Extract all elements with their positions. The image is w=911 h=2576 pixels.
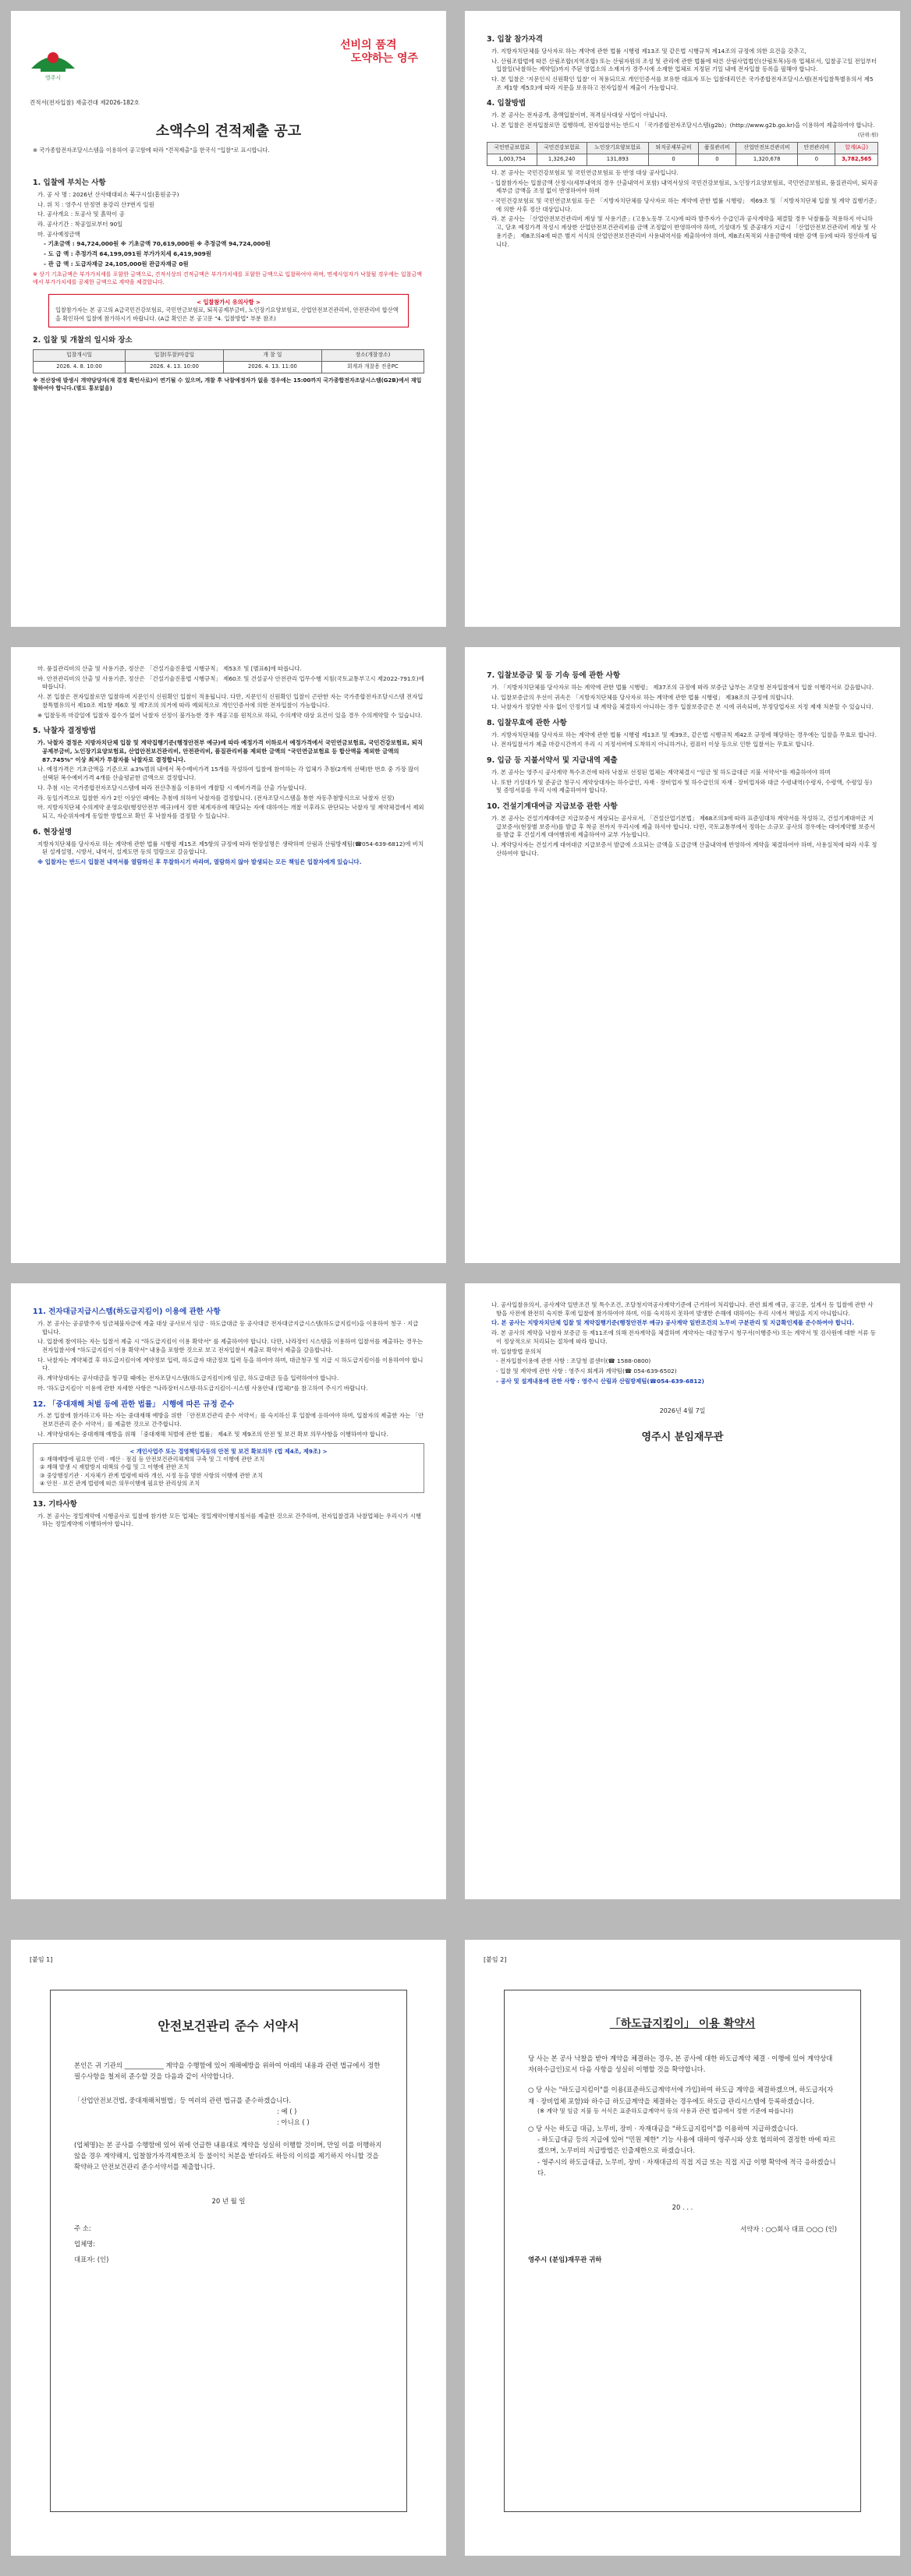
schedule-table: [33, 349, 424, 373]
form-paragraph: 「산업안전보건법, 중대재해처벌법」등 여러의 관련 법규를 준수하겠습니다.: [74, 2096, 292, 2104]
table-cell: 1,003,754: [487, 154, 537, 165]
table-cell: 1,326,240: [537, 154, 587, 165]
table-row: [34, 361, 424, 373]
table-cell: 0: [798, 154, 835, 165]
table-header: 노인장기요양보험료: [587, 143, 649, 154]
section-4-item: 라. 본 공사는 「산업안전보건관리비 계상 및 사용기준」(고용노동부 고시)에 따라 발주자가 수급인과 공사계약을 체결할 경우 낙찰률을 적용하지 아니하고, 당초 예정가격 작성시 계상한 산업안전보건관리비를 금액 조정없이 반영하여야 하며, 기성대가 및 준공대가 지급시 「산업안전보건관리비 계상 및 사용기준」 제8조의4에 따른 별지 서식의 산업안전보건관리비 사용내역서를 제출하여야 하며, 제8조(목적외 사용금액에 대한 감액 등)에 따라 정산하게 됩니다.: [491, 215, 877, 248]
form-paragraph: 당 사는 본 공사 낙찰을 받아 계약을 체결하는 경우, 본 공사에 대한 하도급계약 체결 · 이행에 있어 계약상대자(하수급인)로서 다음 사항을 성실히 이행할 것을 확약합니다.: [528, 2054, 833, 2074]
section-5-title: 5. 낙찰자 결정방법: [33, 727, 97, 736]
obligation-item: ④ 안전 · 보건 관계 법령에 따른 의무이행에 필요한 관리상의 조치: [40, 1480, 200, 1488]
table-cell: 회계과 개찰용 전용PC: [321, 361, 424, 373]
table-header: 입찰(투찰)마감일: [126, 350, 224, 362]
page-8: [465, 1940, 900, 2556]
pledge-item: ○ 당 사는 하도급 대금, 노무비, 장비 · 자재대금을 "하도급지킴이"를 이용하여 지급하겠습니다.: [528, 2124, 799, 2132]
table-cell: 1,320,678: [736, 154, 798, 165]
announcement-date: 2026년 4월 7일: [659, 1407, 706, 1414]
section-11-title: 11. 전자대금지급시스템(하도급지킴이) 이용에 관한 사항: [33, 1307, 221, 1316]
table-cell: 0: [649, 154, 699, 165]
city-slogan: 선비의 품격 도약하는 영주: [339, 39, 418, 65]
paragraph: 다. 본 공사는 지방자치단체 입찰 및 계약집행기준(행정안전부 예규) 공사계약 일반조건의 노무비 구분관리 및 지급확인제를 준수하여야 합니다.: [491, 1319, 855, 1327]
section-11-item: 나. 입찰에 참여하는 자는 입찰서 제출 시 "하도급지킴이 이용 확약서" 를 제출하여야 합니다. 다만, 나라장터 시스템을 이용하여 입찰서를 제출하는 경우는 전자입찰서에 "하도급지킴이 이용 확약서" 내용을 포함한 것으로 보고 전자입찰서 제출로 확약서 제출을 갈음합니다.: [37, 1338, 423, 1353]
section-3-item: 나. 산림조합법에 따른 산림조합(지역조합) 또는 산림자원의 조성 및 관리에 관한 법률에 따른 산림사업법인(산림토목)등록 업체로서, 입찰공고일 전일부터 입찰일(낙찰하는 계약일)까지 주된 영업소의 소재지가 경주시에 소재한 업체로 지정된 기일 내에 전자입찰 등록을 필해야 합니다.: [491, 57, 877, 73]
section-1-item: 나. 위 치 : 영주시 안정면 용강리 산7번지 일원: [37, 200, 154, 208]
section-7-item: 다. 낙찰자가 정당한 사유 없이 인정기일 내 계약을 체결하지 아니하는 경우 입찰보증금은 본 시에 귀속되며, 부정당업자로 지정 제재 처분할 수 있습니다.: [491, 703, 874, 711]
section-4-title: 4. 입찰방법: [487, 99, 526, 108]
svg-text:영주시: 영주시: [44, 75, 62, 81]
no-option[interactable]: : 아니요 ( ): [277, 2118, 310, 2127]
table-cell: 131,893: [587, 154, 649, 165]
table-header: 장소(개찰장소): [321, 350, 424, 362]
section-1-title: 1. 입찰에 부치는 사항: [33, 179, 106, 187]
section-10-title: 10. 건설기계대여금 지급보증 관한 사항: [487, 802, 618, 812]
vat-warning: ※ 상기 기초금액은 부가가치세를 포함한 금액으로, 견적서상의 견적금액은 부가가치세를 포함한 금액으로 입찰하여야 하며, 면세사업자가 낙찰될 경우에는 입찰금액에서 부가가치세를 공제한 금액으로 계약을 체결합니다.: [33, 271, 422, 285]
section-11-item: 마. '하도급지킴이' 이용에 관한 자세한 사항은 "나라장터시스템-하도급지킴이-시스템 사용안내 (업체)"를 참고하여 주시기 바랍니다.: [37, 1384, 368, 1392]
section-12-item: 가. 본 입찰에 참가하고자 하는 자는 중대재해 예방을 위한 「안전보건관리 준수 서약서」를 숙지하신 후 입찰에 응하여야 하며, 입찰자의 제출한 자는 「안전보건관리 준수 서약서」를 제출한 것으로 간주합니다.: [37, 1412, 424, 1428]
contact-line: - 공사 및 설계내용에 관한 사항 : 영주시 산림과 산림방제팀(☎054-639-6812): [496, 1377, 704, 1385]
section-7-item: 가. 「지방자치단체를 당사자로 하는 계약에 관한 법률 시행령」 제37조의 규정에 따라 보증금 납부는 조달청 전자입찰에서 입찰 이행각서로 갈음합니다.: [491, 683, 874, 691]
signature-line: 서약자 : ○○회사 대표 ○○○ (인): [740, 2225, 837, 2234]
form-title: 안전보건관리 준수 서약서: [158, 2019, 300, 2033]
ceo-field: 대표자: (인): [74, 2256, 109, 2264]
obligation-box-title: < 개인사업주 또는 경영책임자등의 안전 및 보건 확보의무 (법 제4조, 제9조) >: [129, 1447, 328, 1455]
page-title: 소액수의 견적제출 공고: [155, 123, 302, 140]
section-4-item: 다. 본 공사는 국민건강보험료 및 국민연금보험료 등 반영 대상 공사입니다.: [491, 168, 679, 176]
table-header: 산업안전보건관리비: [736, 143, 798, 154]
issuing-authority: 영주시 분임재무관: [641, 1431, 724, 1444]
obligation-item: ③ 중앙행정기관 · 지자체가 관계 법령에 따라 개선, 시정 등을 명한 사항의 이행에 관한 조치: [40, 1471, 264, 1479]
company-field: 업체명:: [74, 2240, 96, 2248]
section-4-item: - 국민건강보험료 및 국민연금보험료 등은 「지방자치단체를 당사자로 하는 계약에 관한 법률 시행령」 제69조 및 「지방자치단체 입찰 및 계약 집행기준」에 의한 사후 정산 대상입니다.: [491, 196, 877, 213]
section-8-title: 8. 입찰무효에 관한 사항: [487, 718, 567, 727]
unit-label: (단위:원): [857, 131, 878, 138]
paragraph: 나. 공사입찰유의서, 공사계약 일반조건 및 특수조건, 조달청지역공사계약기준에 근거하여 처리합니다. 관련 회계 예규, 공고문, 설계서 등 입찰에 관한 사항을 사전에 완전히 숙지한 후에 입찰에 참가하여야 하며, 이를 숙지하지 못하여 발생한 손해에 대하여는 우리 시에서 책임을 지지 아니합니다.: [491, 1301, 874, 1317]
obligation-item: ① 재해예방에 필요한 인력 · 예산 · 점검 등 안전보건관리체계의 구축 및 그 이행에 관한 조치: [40, 1456, 265, 1463]
notice-box-text: 입찰참가자는 본 공고의 A급국민건강보험료, 국민연금보험료, 퇴직공제부금비, 노인장기요양보험료, 산업안전보건관리비, 안전관리비 합산액을 확인하여 입찰에 참가하시기 바랍니다. (A급 확인은 본 공고문 "4. 입찰방법" 부분 참조): [55, 306, 399, 322]
section-5-item: 라. 동일가격으로 입찰한 자가 2인 이상인 때에는 추첨에 의하여 낙찰자를 결정합니다. (전자조달시스템을 통한 자동추첨방식으로 낙찰자 선정): [37, 794, 395, 801]
section-5-item: 마. 지방자치단체 수의계약 운영요령(행정안전부 예규)에서 정한 체계자유에 해당되는 자에 대하여는 개찰 이후라도 판단되는 낙찰자 및 계약체결에서 제외되고, 자순위자에게 동일한 방법으로 확인 후 낙찰자를 결정할 수 있습니다.: [37, 804, 424, 820]
table-header: 퇴직공제부금비: [649, 143, 699, 154]
contact-line: - 전자입찰이용에 관한 사항 : 조달청 콜센터(☎ 1588-0800): [496, 1357, 651, 1365]
form-paragraph: (업체명)는 본 공사를 수행함에 있어 위에 언급한 내용대로 계약을 성실히 이행할 것이며, 만일 이를 이행하지 않을 경우 계약해지, 입찰참가자격제한조치 등 불이익 처분을 받더라도 하등의 이의를 제기하지 아니할 것을 확약하고 안전보건관리 준수서약서를 제출합니다.: [74, 2140, 382, 2171]
page-3: [11, 647, 446, 1263]
intro-note: ※ 국가종합전자조달시스템을 이용하여 공고함에 따라 "견적제출"을 한국식 "입찰"로 표시합니다.: [33, 147, 270, 154]
paragraph: 사. 본 입찰은 전자입찰로만 입찰하며 지문인식 신원확인 입찰이 적용됩니다. 다만, 지문인식 신원확인 입찰이 곤란한 자는 국가종합전자조달시스템 전자입찰특별유의서 제10조 제1항 제6호 및 제7조의 의거에 따라 예외적으로 개인인증서에 의한 전자입찰이 가능합니다.: [37, 693, 424, 709]
section-13-item: 가. 본 공사는 정밀계약에 시행공사로 입찰에 참가한 모든 업체는 정밀계약이행지침서를 제출한 것으로 간주하며, 전자입찰결과 낙찰업체는 우리시가 시행하는 정밀계약에 이행하여야 합니다.: [37, 1512, 422, 1528]
section-4-item: 가. 본 공사는 전자공개, 총액입찰이며, 적격심사대상 사업이 아닙니다.: [491, 111, 668, 119]
table-cell: 2026. 4. 13. 11:00: [223, 361, 321, 373]
page-6: [465, 1283, 900, 1899]
section-11-item: 라. 계약상대자는 공사대금을 청구할 때에는 전자조달시스템(하도급지킴이)에 임금, 하도급대금 등을 입력하여야 합니다.: [37, 1375, 339, 1382]
table-header: 개 찰 일: [223, 350, 321, 362]
section-6-text: 지방자치단체를 당사자로 하는 계약에 관한 법률 시행령 제15조 제5항의 규정에 따라 현장설명은 생략하며 산림과 산림방제팀(☎054-639-6812)에 비치된 설계설명, 시방서, 내역서, 설계도면 등의 열람으로 갈음합니다.: [37, 840, 424, 856]
table-header: 안전관리비: [798, 143, 835, 154]
table-cell: 2026. 4. 13. 10:00: [126, 361, 224, 373]
section-8-item: 나. 전자입찰서가 제출 마감시간까지 우리 시 지정서버에 도착하지 아니하거나, 컴퓨터 이상 등으로 인한 입찰서는 무효로 합니다.: [491, 741, 814, 748]
paragraph: 라. 본 공사의 계약을 낙찰자 보증금 등 제11조에 의해 전자계약을 체결하며 계약자는 대금청구시 청구서(이행증서) 또는 계약서 및 검사원에 대한 서류 등이 정상적으로 처리되는 절차에 따라 합니다.: [491, 1329, 876, 1345]
yes-option[interactable]: : 예 ( ): [277, 2107, 297, 2116]
recipient-line: 영주시 (분임)재무관 귀하: [528, 2255, 602, 2263]
section-3-title: 3. 입찰 참가자격: [487, 35, 543, 44]
safety-pledge-form: [50, 1990, 407, 2512]
schedule-note: ※ 전산장애 발생시 개약담당자(재 결정 확인사로)이 연기될 수 있으며, 개찰 후 낙찰예정자가 없을 경우에는 15:00까지 국가종합전자조달시스템(G2B)에서 재입찰하여야 합니다.(별도 통보없음): [33, 377, 422, 391]
yeongju-logo-icon: [30, 42, 76, 83]
page-5: [11, 1283, 446, 1899]
section-10-item: 가. 본 공사는 건설기계대여금 지급보증서 계상되는 공사로서, 「건설산업기본법」 제68조의3에 따라 표준임대차 계약서를 작성하고, 건설기계대여금 지급보증서(현장별 보증서)를 발급 후 착공 전까지 우리시에 제출 하셔야 합니다. 다만, 국토교통부에서 정하는 소규모 공사의 경우에는 대여계약별 보증서를 발급 후 건설기계 대여행위에 제출하여야 교부 가능합니다.: [491, 814, 875, 839]
paragraph: ※ 입찰등록 마감일에 입찰자 접수가 없어 낙찰자 선정이 불가능한 경우 재공고를 원칙으로 하되, 수의계약 대상 요건이 있을 경우 수의계약할 수 있습니다.: [37, 711, 423, 719]
section-7-title: 7. 입찰보증금 및 등 기속 등에 관한 사항: [487, 671, 621, 680]
table-header: 국민연금보험료: [487, 143, 537, 154]
amount-row: - 기초금액 : 94,724,000원 ※ 기초금액 70,619,000원 ※ 추정금액 94,724,000원: [44, 240, 271, 248]
section-7-item: 나. 입찰보증금의 우선이 귀속은 「지방자치단체를 당사자로 하는 계약에 관한 법률 시행령」 제38조의 규정에 의합니다.: [491, 693, 794, 701]
page-4: [465, 647, 900, 1263]
section-9-item: 가. 본 공사는 영주시 공사계약 특수조건에 따라 낙찰로 선정된 업체는 계약체결시 "임금 및 하도급대금 지불 서약서"를 제출하여야 하며: [491, 768, 831, 776]
section-1-item: 마. 공사예정금액: [37, 230, 80, 238]
document-number: 견적서(전자입찰) 재출견대 제2026-182호: [30, 99, 140, 106]
page-2: [465, 11, 900, 627]
section-5-item: 다. 추첨 시는 국가종합전자조달시스템에 따라 전산추첨을 이용하여 개찰할 시 예비가격을 산출 가능합니다.: [37, 784, 307, 791]
paragraph: 마. 품질관리비의 산출 및 사용기준, 정산은 「건설기술진흥법 시행규칙」 제53조 및 [별표6]에 따릅니다.: [37, 665, 302, 672]
insurance-table: [487, 142, 878, 166]
section-3-item: 가. 지방자치단체를 당사자로 하는 계약에 관한 법률 시행령 제13조 및 같은법 시행규칙 제14조의 규정에 의한 요건을 갖추고,: [491, 47, 806, 55]
table-cell: 3,782,565: [835, 154, 878, 165]
section-6-warning: ※ 입찰자는 반드시 입찰전 내역서를 열람하신 후 투찰하시기 바라며, 열람하지 않아 발생되는 모든 책임은 입찰자에게 있습니다.: [37, 858, 362, 866]
table-cell: 0: [698, 154, 736, 165]
amount-row: - 관 급 액 : 도급자재금 24,105,000원 관급자재금 0원: [44, 260, 189, 267]
form-title: 「하도급지킴이」 이용 확약서: [609, 2018, 756, 2030]
section-4-item: 나. 본 입찰은 전자입찰로만 집행하며, 전자입찰서는 반드시 「국가종합전자조달시스템(g2b)」(http://www.g2b.go.kr)을 이용하여 제출하여야 합니다.: [491, 121, 875, 129]
table-header: 합계(A급): [835, 143, 878, 154]
subcontract-pledge-form: [504, 1990, 861, 2512]
table-header: 품질관리비: [698, 143, 736, 154]
attachment-tag: [붙임 1]: [30, 1956, 53, 1963]
obligation-item: ② 재해 발생 시 재발방지 대책의 수립 및 그 이행에 관한 조치: [40, 1463, 190, 1471]
address-field: 주 소:: [74, 2224, 91, 2232]
section-11-item: 다. 낙찰자는 계약체결 후 하도급지킴이에 계약정보 입력, 하도급자 대금정보 입력 등을 하여야 하며, 대금청구 및 지급 시 하도급지킴이를 이용하여야 합니다.: [37, 1356, 424, 1372]
paragraph: 마. 입찰방법 문의처: [491, 1347, 542, 1355]
date-line: 20 . . .: [672, 2203, 693, 2212]
section-3-item: 다. 본 입찰은 '지문인식 신원확인 입찰' 이 적용되므로 개인인증서를 보유한 대표자 또는 입찰대리인은 국가종합전자조달시스템(전자입찰특별유의서 제5조 제1항 제5호)에 따라 지문을 보유하고 전자입찰서 제출이 가능합니다.: [491, 75, 874, 91]
pledge-item: (※ 계약 및 임금 지불 등 서식은 표준하도급계약서 등의 사용과 관련 법규에서 정한 기준에 따릅니다): [537, 2107, 794, 2114]
section-1-item: 라. 공사기간 : 착공일로부터 90일: [37, 220, 123, 228]
notice-box: [48, 294, 409, 327]
section-1-item: 다. 공사개요 : 토공사 및 흙막이 공: [37, 211, 125, 218]
table-cell: 2026. 4. 8. 10:00: [34, 361, 126, 373]
section-11-item: 가. 본 공사는 공공발주자 임금체불자금에 계출 대상 공사로서 임금 · 하도급대금 등 공사대금 전자대금지급시스템(하도급지킴이)을 이용하여 청구 · 지급 합니다.: [37, 1319, 419, 1336]
contact-line: - 입찰 및 계약에 관한 사항 : 영주시 회계과 계약팀(☎ 054-639-6502): [496, 1368, 677, 1375]
pledge-item: - 하도급대금 등의 지급에 있어 "민원 제한" 기능 사용에 대하여 영주시와 상호 협의하여 결정한 바에 따르겠으며, 노무비의 지급방법은 인출제한으로 하겠습니다.: [537, 2135, 836, 2155]
section-6-title: 6. 현장설명: [33, 827, 73, 837]
table-header: 국민건강보험료: [537, 143, 587, 154]
table-row: [487, 154, 878, 165]
page-7: [11, 1940, 446, 2556]
obligation-box: [33, 1443, 424, 1493]
section-5-item: 가. 낙찰자 결정은 지방자치단체 입찰 및 계약집행기준(행정안전부 예규)에 따라 예정가격 이하로서 예정가격에서 국민연금보험료, 국민건강보험료, 퇴직공제부금비, 노인장기요양보험료, 산업안전보건관리비, 안전관리비, 품질관리비를 제외한 금액의 "국민연금보험료 등 합산액을 제외한 금액의 87.745%" 이상 최저가 투찰자를 낙찰자로 결정합니다.: [37, 739, 423, 763]
paragraph: 바. 안전관리비의 산출 및 사용기준, 정산은 「건설기술진흥법 시행규칙」 제60조 및 건설공사 안전관리 업무수행 지침(국토교통부고시 제2022-791호)에 따릅니다.: [37, 674, 424, 691]
section-13-title: 13. 기타사항: [33, 1499, 77, 1509]
pledge-item: - 영주시의 하도급대금, 노무비, 장비 · 자재대금의 직접 지급 또는 직접 지급 이행 확약에 적극 응하겠습니다.: [537, 2157, 836, 2177]
attachment-tag: [붙임 2]: [484, 1956, 507, 1963]
table-header: 입찰개시일: [34, 350, 126, 362]
date-line: 20 년 월 일: [211, 2197, 246, 2206]
pledge-item: ○ 당 사는 "하도급지킴이"를 이용(표준하도급계약서에 가입)하여 하도급 계약을 체결하겠으며, 하도급자(자재 · 장비업체 포함)와 하수급 하도급계약을 체결하는 경우에도 하도급 관리시스템에 등록하겠습니다.: [528, 2086, 834, 2105]
section-9-item: 나. 또한 기성대가 및 준공금 청구시 계약상대자는 하수급인, 자재 · 장비업자 및 하수급인의 자재 · 장비업자와 대금 수령내역(수령자, 수령액, 수령일 등) 및 증빙서류를 우리 시에 제출하여야 합니다.: [491, 778, 873, 794]
section-4-item: - 입찰참가자는 입찰금액 산정시(세부내역의 경우 산출내역서 포함) 내역서상의 국민건강보험료, 노인장기요양보험료, 국민연금보험료, 품질관리비, 퇴직공제부금 금액을 조정 없이 반영하여야 하며: [491, 179, 878, 195]
section-9-title: 9. 입금 등 지불서약서 및 지급내역 제출: [487, 756, 618, 766]
section-1-item: 가. 공 사 명 : 2026년 산사태대피소 북구시설(흠원공구): [37, 190, 179, 198]
form-paragraph: 본인은 귀 기관의 ____________ 계약을 수행함에 있어 재해예방을 위하여 아래의 내용과 관련 법규에서 정한 필수사항을 철저히 준수할 것을 다음과 같이 서약합니다.: [74, 2061, 381, 2081]
amount-row: - 도 급 액 : 추정가격 64,199,091원 부가가치세 6,419,909원: [44, 250, 211, 258]
section-12-item: 나. 계약상대자는 중대재해 예방을 위해 「중대재해 처벌에 관한 법률」 제4조 및 제9조의 안전 및 보건 확보 의무사항을 이행하여야 합니다.: [37, 1430, 388, 1438]
section-8-item: 가. 지방자치단체를 당사자로 하는 계약에 관한 법률 시행령 제13조 및 제39조, 같은법 시행규칙 제42조 규정에 해당하는 경우에는 입찰을 무효로 합니다.: [491, 731, 877, 738]
section-10-item: 나. 계약당사자는 건설기계 대여대금 지급보증서 발급에 소요되는 금액을 도급금액 산출내역에 반영하여 계약을 체결하여야 하며, 사용실적에 따라 사후 정산하여야 합니다.: [491, 841, 877, 857]
section-2-title: 2. 입찰 및 개찰의 일시와 장소: [33, 336, 133, 345]
section-12-title: 12. 「중대재해 처벌 등에 관한 법률」 시행에 따른 규정 준수: [33, 1399, 235, 1409]
notice-box-title: < 입찰참가시 유의사항 >: [196, 298, 261, 306]
section-5-item: 나. 예정가격은 기초금액을 기준으로 ±3%범위 내에서 복수예비가격 15개를 작성하여 입찰에 참여하는 각 업체가 추첨(2개씩 선택)한 번호 중 가장 많이 선택된 복수예비가격 4개를 산술평균한 금액으로 결정합니다.: [37, 766, 420, 782]
page-1: [11, 11, 446, 627]
